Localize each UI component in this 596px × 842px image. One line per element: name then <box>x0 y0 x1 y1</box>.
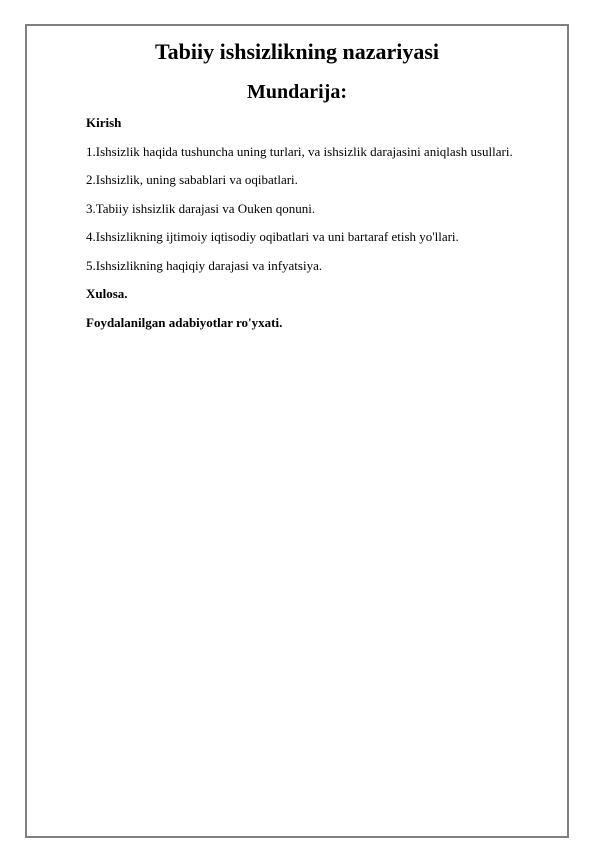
toc-heading: Mundarija: <box>247 81 347 103</box>
document-title: Tabiiy ishsizlikning nazariyasi <box>154 39 440 64</box>
toc-item-3: 3.Tabiiy ishsizlik darajasi va Ouken qonuni. <box>86 200 316 216</box>
toc-item-4: 4.Ishsizlikning ijtimoiy iqtisodiy oqibatlari va uni bartaraf etish yo'llari. <box>86 229 459 244</box>
toc-item-kirish: Kirish <box>86 115 122 130</box>
toc-item-5: 5.Ishsizlikning haqiqiy darajasi va infyatsiya. <box>86 257 323 273</box>
toc-item-2: 2.Ishsizlik, uning sabablari va oqibatlari. <box>86 172 298 187</box>
toc-item-xulosa: Xulosa. <box>86 286 128 301</box>
table-of-contents <box>86 114 556 342</box>
toc-item-references: Foydalanilgan adabiyotlar ro'yxati. <box>86 314 283 330</box>
toc-item-1: 1.Ishsizlik haqida tushuncha uning turlari, va ishsizlik darajasini aniqlash usullari. <box>86 143 513 159</box>
